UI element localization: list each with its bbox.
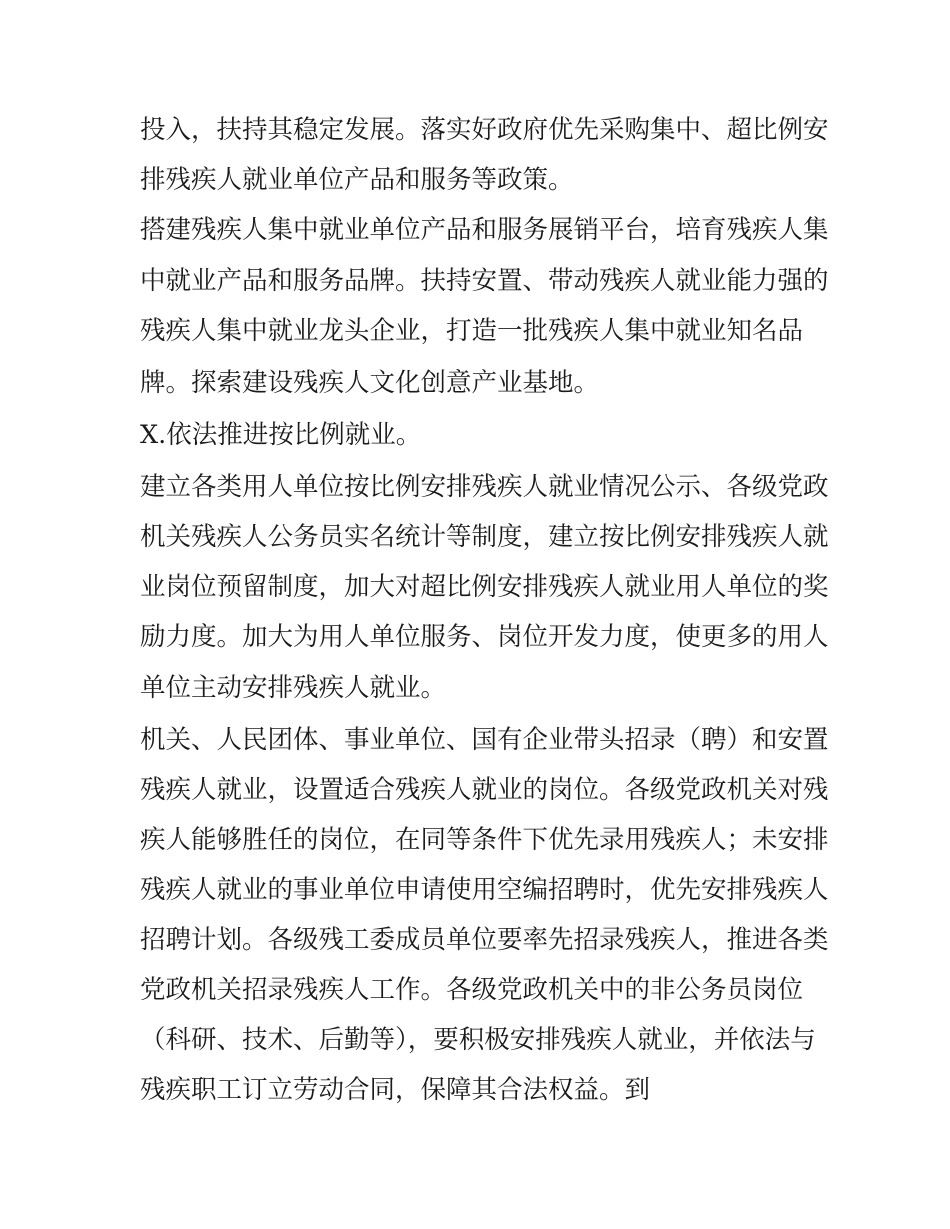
text-line: 机关残疾人公务员实名统计等制度，建立按比例安排残疾人就 — [140, 522, 829, 552]
text-line: 搭建残疾人集中就业单位产品和服务展销平台，培育残疾人集 — [140, 215, 829, 245]
text-line: 残疾人就业的事业单位申请使用空编招聘时，优先安排残疾人 — [140, 875, 829, 905]
text-line: 机关、人民团体、事业单位、国有企业带头招录（聘）和安置 — [140, 725, 829, 755]
section-heading: X.依法推进按比例就业。 — [140, 420, 422, 450]
text-line: 牌。探索建设残疾人文化创意产业基地。 — [140, 368, 600, 398]
text-line: （科研、技术、后勤等），要积极安排残疾人就业，并依法与 — [140, 1025, 816, 1055]
text-line: 排残疾人就业单位产品和服务等政策。 — [140, 165, 574, 195]
text-line: 中就业产品和服务品牌。扶持安置、带动残疾人就业能力强的 — [140, 266, 829, 296]
text-line: 残疾职工订立劳动合同，保障其合法权益。到 — [140, 1075, 651, 1105]
text-line: 励力度。加大为用人单位服务、岗位开发力度，使更多的用人 — [140, 622, 829, 652]
text-line: 疾人能够胜任的岗位，在同等条件下优先录用残疾人；未安排 — [140, 825, 829, 855]
text-line: 残疾人集中就业龙头企业，打造一批残疾人集中就业知名品 — [140, 316, 804, 346]
text-line: 单位主动安排残疾人就业。 — [140, 673, 447, 703]
text-line: 投入，扶持其稳定发展。落实好政府优先采购集中、超比例安 — [140, 115, 829, 145]
text-line: 党政机关招录残疾人工作。各级党政机关中的非公务员岗位 — [140, 975, 804, 1005]
text-line: 建立各类用人单位按比例安排残疾人就业情况公示、各级党政 — [140, 472, 829, 502]
text-line: 残疾人就业，设置适合残疾人就业的岗位。各级党政机关对残 — [140, 775, 829, 805]
text-line: 业岗位预留制度，加大对超比例安排残疾人就业用人单位的奖 — [140, 572, 829, 602]
text-line: 招聘计划。各级残工委成员单位要率先招录残疾人，推进各类 — [140, 925, 829, 955]
